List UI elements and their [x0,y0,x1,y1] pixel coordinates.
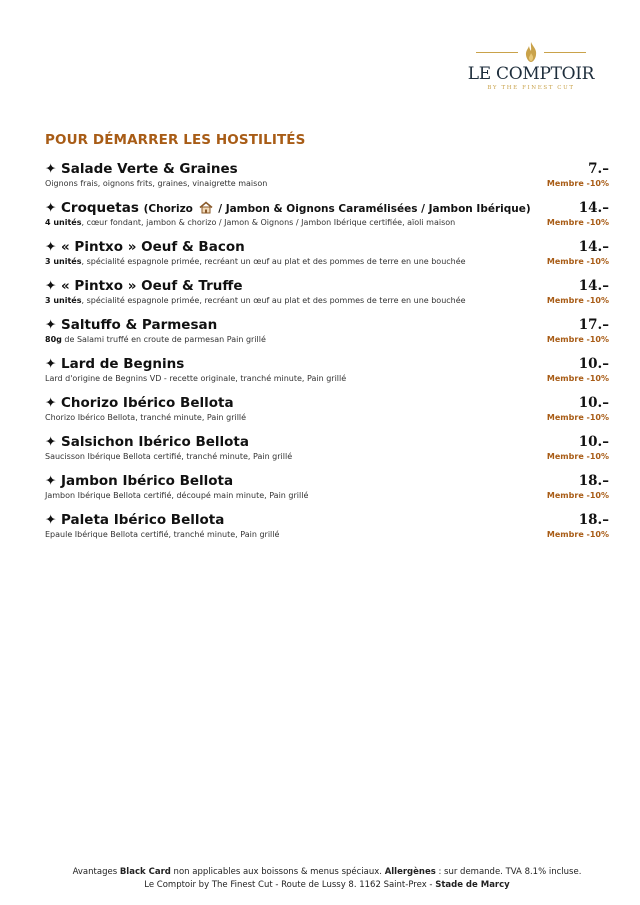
item-name: Croquetas [61,200,139,216]
bullet-icon: ✦ [45,356,57,372]
brand-tagline: BY THE FINEST CUT [487,85,575,91]
logo-ornament [466,40,596,64]
item-name-line [45,199,531,218]
item-description [45,335,266,345]
menu-item [45,277,609,316]
menu-item [45,238,609,277]
bullet-icon: ✦ [45,395,57,411]
bullet-icon: ✦ [45,317,57,333]
brand-name: LE COMPTOIR [467,64,595,84]
item-name: Salsichon Ibérico Bellota [61,434,249,450]
item-description [45,374,346,384]
item-price: 7.– [588,161,609,177]
item-desc-text: Jambon Ibérique Bellota certifié, découpé main minute, Pain grillé [45,491,309,500]
menu-item [45,511,609,550]
item-name-line [45,511,224,529]
item-name: « Pintxo » Oeuf & Truffe [61,278,243,294]
footer-black-card: Black Card [119,867,171,877]
item-description [45,530,279,540]
item-description [45,179,267,189]
section-title: POUR DÉMARRER LES HOSTILITÉS [45,132,306,148]
house-icon [199,201,213,214]
item-name: Saltuffo & Parmesan [61,317,218,333]
bullet-icon: ✦ [45,512,57,528]
menu-list [45,160,609,550]
item-note-part-a: (Chorizo [143,203,193,215]
item-price: 10.– [578,434,609,450]
item-variant-note [144,203,531,215]
item-quantity: 3 unités [45,296,82,305]
item-description [45,296,466,306]
footer-text: non applicables aux boissons & menus spéciaux. [170,867,385,877]
member-discount: Membre -10% [546,335,609,344]
item-desc-text: Chorizo Ibérico Bellota, tranché minute, Pain grillé [45,413,247,422]
footer-venue: Stade de Marcy [435,880,510,890]
item-price: 17.– [578,317,609,333]
member-discount: Membre -10% [546,452,609,461]
footer-text: : sur demande. TVA 8.1% incluse. [435,867,582,877]
member-discount: Membre -10% [546,179,609,188]
bullet-icon: ✦ [45,473,57,489]
item-price: 18.– [578,512,609,528]
footer-text: Avantages [72,867,120,877]
bullet-icon: ✦ [45,200,57,216]
item-name-line [45,238,245,256]
item-desc-text: Saucisson Ibérique Bellota certifié, tranché minute, Pain grillé [45,452,293,461]
item-name: Lard de Begnins [61,356,185,372]
item-desc-text: Lard d'origine de Begnins VD - recette originale, tranché minute, Pain grillé [45,374,347,383]
item-price: 18.– [578,473,609,489]
logo-rule-right [544,52,586,53]
item-quantity: 80g [45,335,62,344]
bullet-icon: ✦ [45,434,57,450]
item-desc-text: de Salami truffé en croute de parmesan Pain grillé [61,335,266,344]
member-discount: Membre -10% [546,530,609,539]
logo-rule-left [476,52,518,53]
item-description [45,218,455,228]
menu-item [45,160,609,199]
footer-allergens: Allergènes [384,867,436,877]
item-name-line [45,316,217,334]
menu-item [45,199,609,238]
item-description [45,413,246,423]
item-name-line [45,160,238,178]
item-name: Salade Verte & Graines [61,161,238,177]
menu-item [45,472,609,511]
item-price: 14.– [578,278,609,294]
item-quantity: 3 unités [45,257,82,266]
item-name-line [45,433,249,451]
member-discount: Membre -10% [546,413,609,422]
item-name: « Pintxo » Oeuf & Bacon [61,239,245,255]
item-name: Jambon Ibérico Bellota [61,473,234,489]
item-price: 14.– [578,200,609,216]
item-desc-text: Epaule Ibérique Bellota certifié, tranché minute, Pain grillé [45,530,280,539]
menu-item [45,316,609,355]
brand-logo [466,40,596,93]
item-name-line [45,355,184,373]
flame-icon [524,41,538,63]
footer [0,866,640,892]
member-discount: Membre -10% [546,296,609,305]
item-desc-text: Oignons frais, oignons frits, graines, vinaigrette maison [45,179,268,188]
item-desc-text: , spécialité espagnole primée, recréant un œuf au plat et des pommes de terre en une bouchée [81,257,466,266]
footer-line-address [0,879,640,892]
item-price: 10.– [578,356,609,372]
item-note-part-b: / Jambon & Oignons Caramélisées / Jambon Ibérique) [218,203,531,215]
item-name: Paleta Ibérico Bellota [61,512,225,528]
item-name-line [45,394,234,412]
item-price: 14.– [578,239,609,255]
footer-address: Le Comptoir by The Finest Cut - Route de Lussy 8. 1162 Saint-Prex - [144,880,436,890]
bullet-icon: ✦ [45,278,57,294]
item-desc-text: , cœur fondant, jambon & chorizo / Jamon & Oignons / Jambon Ibérique certifiée, aïoli maison [81,218,456,227]
item-description [45,452,292,462]
menu-item [45,355,609,394]
item-name-line [45,472,233,490]
bullet-icon: ✦ [45,161,57,177]
item-description [45,257,466,267]
item-description [45,491,308,501]
item-desc-text: , spécialité espagnole primée, recréant un œuf au plat et des pommes de terre en une bouchée [81,296,466,305]
item-price: 10.– [578,395,609,411]
member-discount: Membre -10% [546,374,609,383]
member-discount: Membre -10% [546,491,609,500]
item-name-line [45,277,243,295]
member-discount: Membre -10% [546,257,609,266]
menu-item [45,394,609,433]
bullet-icon: ✦ [45,239,57,255]
menu-item [45,433,609,472]
item-name: Chorizo Ibérico Bellota [61,395,234,411]
item-quantity: 4 unités [45,218,82,227]
member-discount: Membre -10% [546,218,609,227]
footer-line-conditions [0,866,640,879]
